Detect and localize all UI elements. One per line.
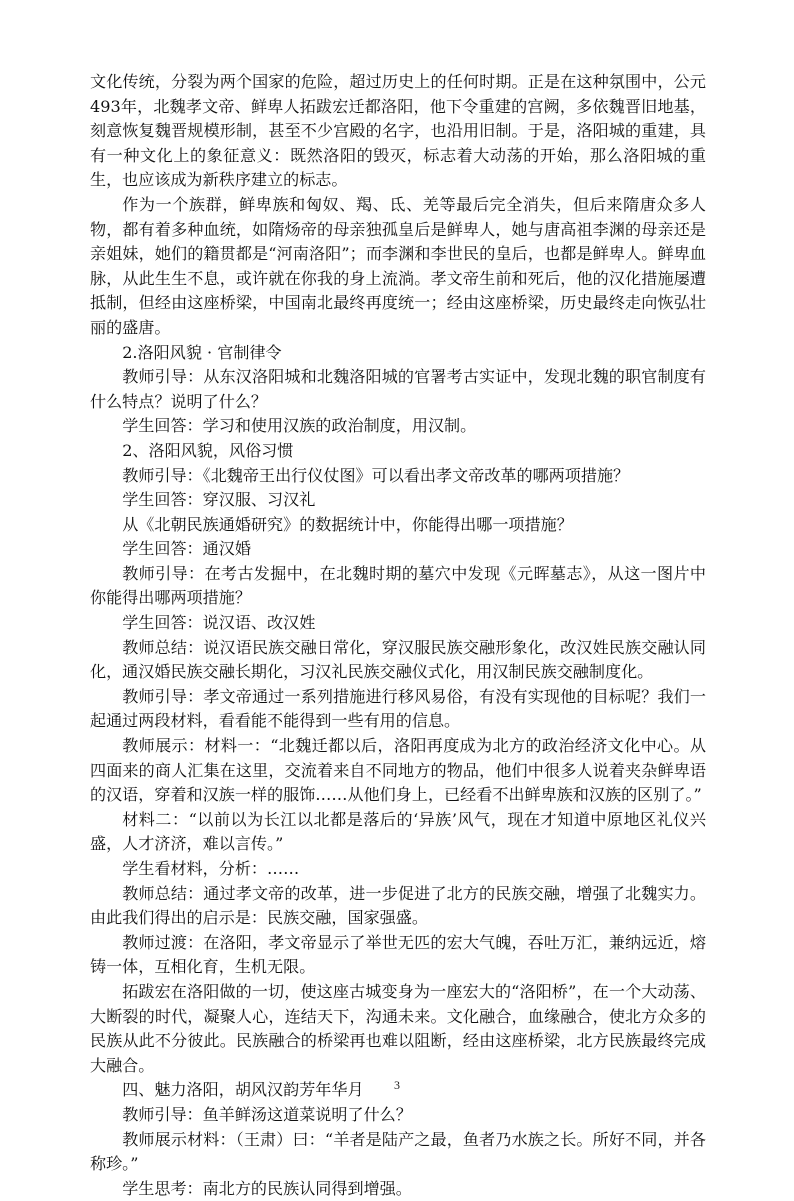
paragraph: 从《北朝民族通婚研究》的数据统计中，你能得出哪一项措施？ [122,514,573,534]
paragraph: 教师引导：从东汉洛阳城和北魏洛阳城的官署考古实证中，发现北魏的职官制度有什么特点？说明了什么？ [90,367,706,411]
paragraph: 教师总结：说汉语民族交融日常化，穿汉服民族交融形象化，改汉姓民族交融认同化，通汉婚民族交融长期化，习汉礼民族交融仪式化，用汉制民族交融制度化。 [90,637,706,682]
paragraph: 教师展示：材料一：“北魏迁都以后，洛阳再度成为北方的政治经济文化中心。从四面来的商人汇集在这里，交流着来自不同地方的物品，他们中很多人说着夹杂鲜卑语的汉语，穿着和汉族一样的服饰……从他们身上，已经看不出鲜卑族和汉族的区别了。” [90,736,706,805]
paragraph: 文化传统，分裂为两个国家的危险，超过历史上的任何时期。正是在这种氛围中，公元493年，北魏孝文帝、鲜卑人拓跋宏迁都洛阳，他下令重建的宫阙，多依魏晋旧地基，刻意恢复魏晋规模形制，甚至不少宫殿的名字，也沿用旧制。于是，洛阳城的重建，具有一种文化上的象征意义：既然洛阳的毁灭，标志着大动荡的开始，那么洛阳城的重生，也应该成为新秩序建立的标志。 [90,72,706,190]
paragraph: 教师总结：通过孝文帝的改革，进一步促进了北方的民族交融，增强了北魏实力。由此我们得出的启示是：民族交融，国家强盛。 [90,883,706,928]
paragraph: 学生看材料，分析：…… [122,859,300,878]
paragraph: 学生回答：通汉婚 [122,539,251,559]
paragraph: 教师引导：在考古发掘中，在北魏时期的墓穴中发现《元晖墓志》，从这一图片中你能得出哪两项措施？ [90,563,706,608]
paragraph: 学生回答：穿汉服、习汉礼 [122,490,316,510]
paragraph: 教师引导：鱼羊鲜汤这道菜说明了什么？ [122,1104,412,1124]
paragraph: 四、魅力洛阳，胡风汉韵芳年华月 [122,1080,364,1100]
paragraph: 材料二：“以前以为长江以北都是落后的‘异族’风气，现在才知道中原地区礼仪兴盛，人才济济，难以言传。” [90,809,706,854]
paragraph: 教师过渡：在洛阳，孝文帝显示了举世无匹的宏大气魄，吞吐万汇，兼纳远近，熔铸一体，互相化育，生机无限。 [90,932,706,977]
paragraph: 教师引导：《北魏帝王出行仪仗图》可以看出孝文帝改革的哪两项措施？ [122,465,630,485]
paragraph: 2.洛阳风貌 · 官制律令 [122,342,282,362]
document-body [90,70,706,1201]
paragraph: 作为一个族群，鲜卑族和匈奴、羯、氐、羌等最后完全消失，但后来隋唐众多人物，都有着多种血统，如隋炀帝的母亲独孤皇后是鲜卑人，她与唐高祖李渊的母亲还是亲姐妹，她们的籍贯都是“河南洛阳”；而李渊和李世民的皇后，也都是鲜卑人。鲜卑血脉，从此生生不息，或许就在你我的身上流淌。孝文帝生前和死后，他的汉化措施屡遭抵制，但经由这座桥梁，中国南北最终再度统一；经由这座桥梁，历史最终走向恢弘壮丽的盛唐。 [90,194,706,337]
page-number: 3 [394,1078,400,1092]
paragraph: 拓跋宏在洛阳做的一切，使这座古城变身为一座宏大的“洛阳桥”，在一个大动荡、大断裂的时代，凝聚人心，连结天下，沟通未来。文化融合，血缘融合，使北方众多的民族从此不分彼此。民族融合的桥梁再也难以阻断，经由这座桥梁，北方民族最终完成大融合。 [90,981,706,1075]
paragraph: 教师展示材料：（王肃）曰：“羊者是陆产之最，鱼者乃水族之长。所好不同，并各称珍。” [90,1129,706,1174]
paragraph: 学生回答：学习和使用汉族的政治制度，用汉制。 [122,416,477,436]
paragraph: 学生思考：南北方的民族认同得到增强。 [122,1178,412,1198]
paragraph: 学生回答：说汉语、改汉姓 [122,613,316,633]
paragraph: 2、洛阳风貌，风俗习惯 [122,440,294,460]
paragraph: 教师引导：孝文帝通过一系列措施进行移风易俗，有没有实现他的目标呢？我们一起通过两段材料，看看能不能得到一些有用的信息。 [90,686,706,731]
